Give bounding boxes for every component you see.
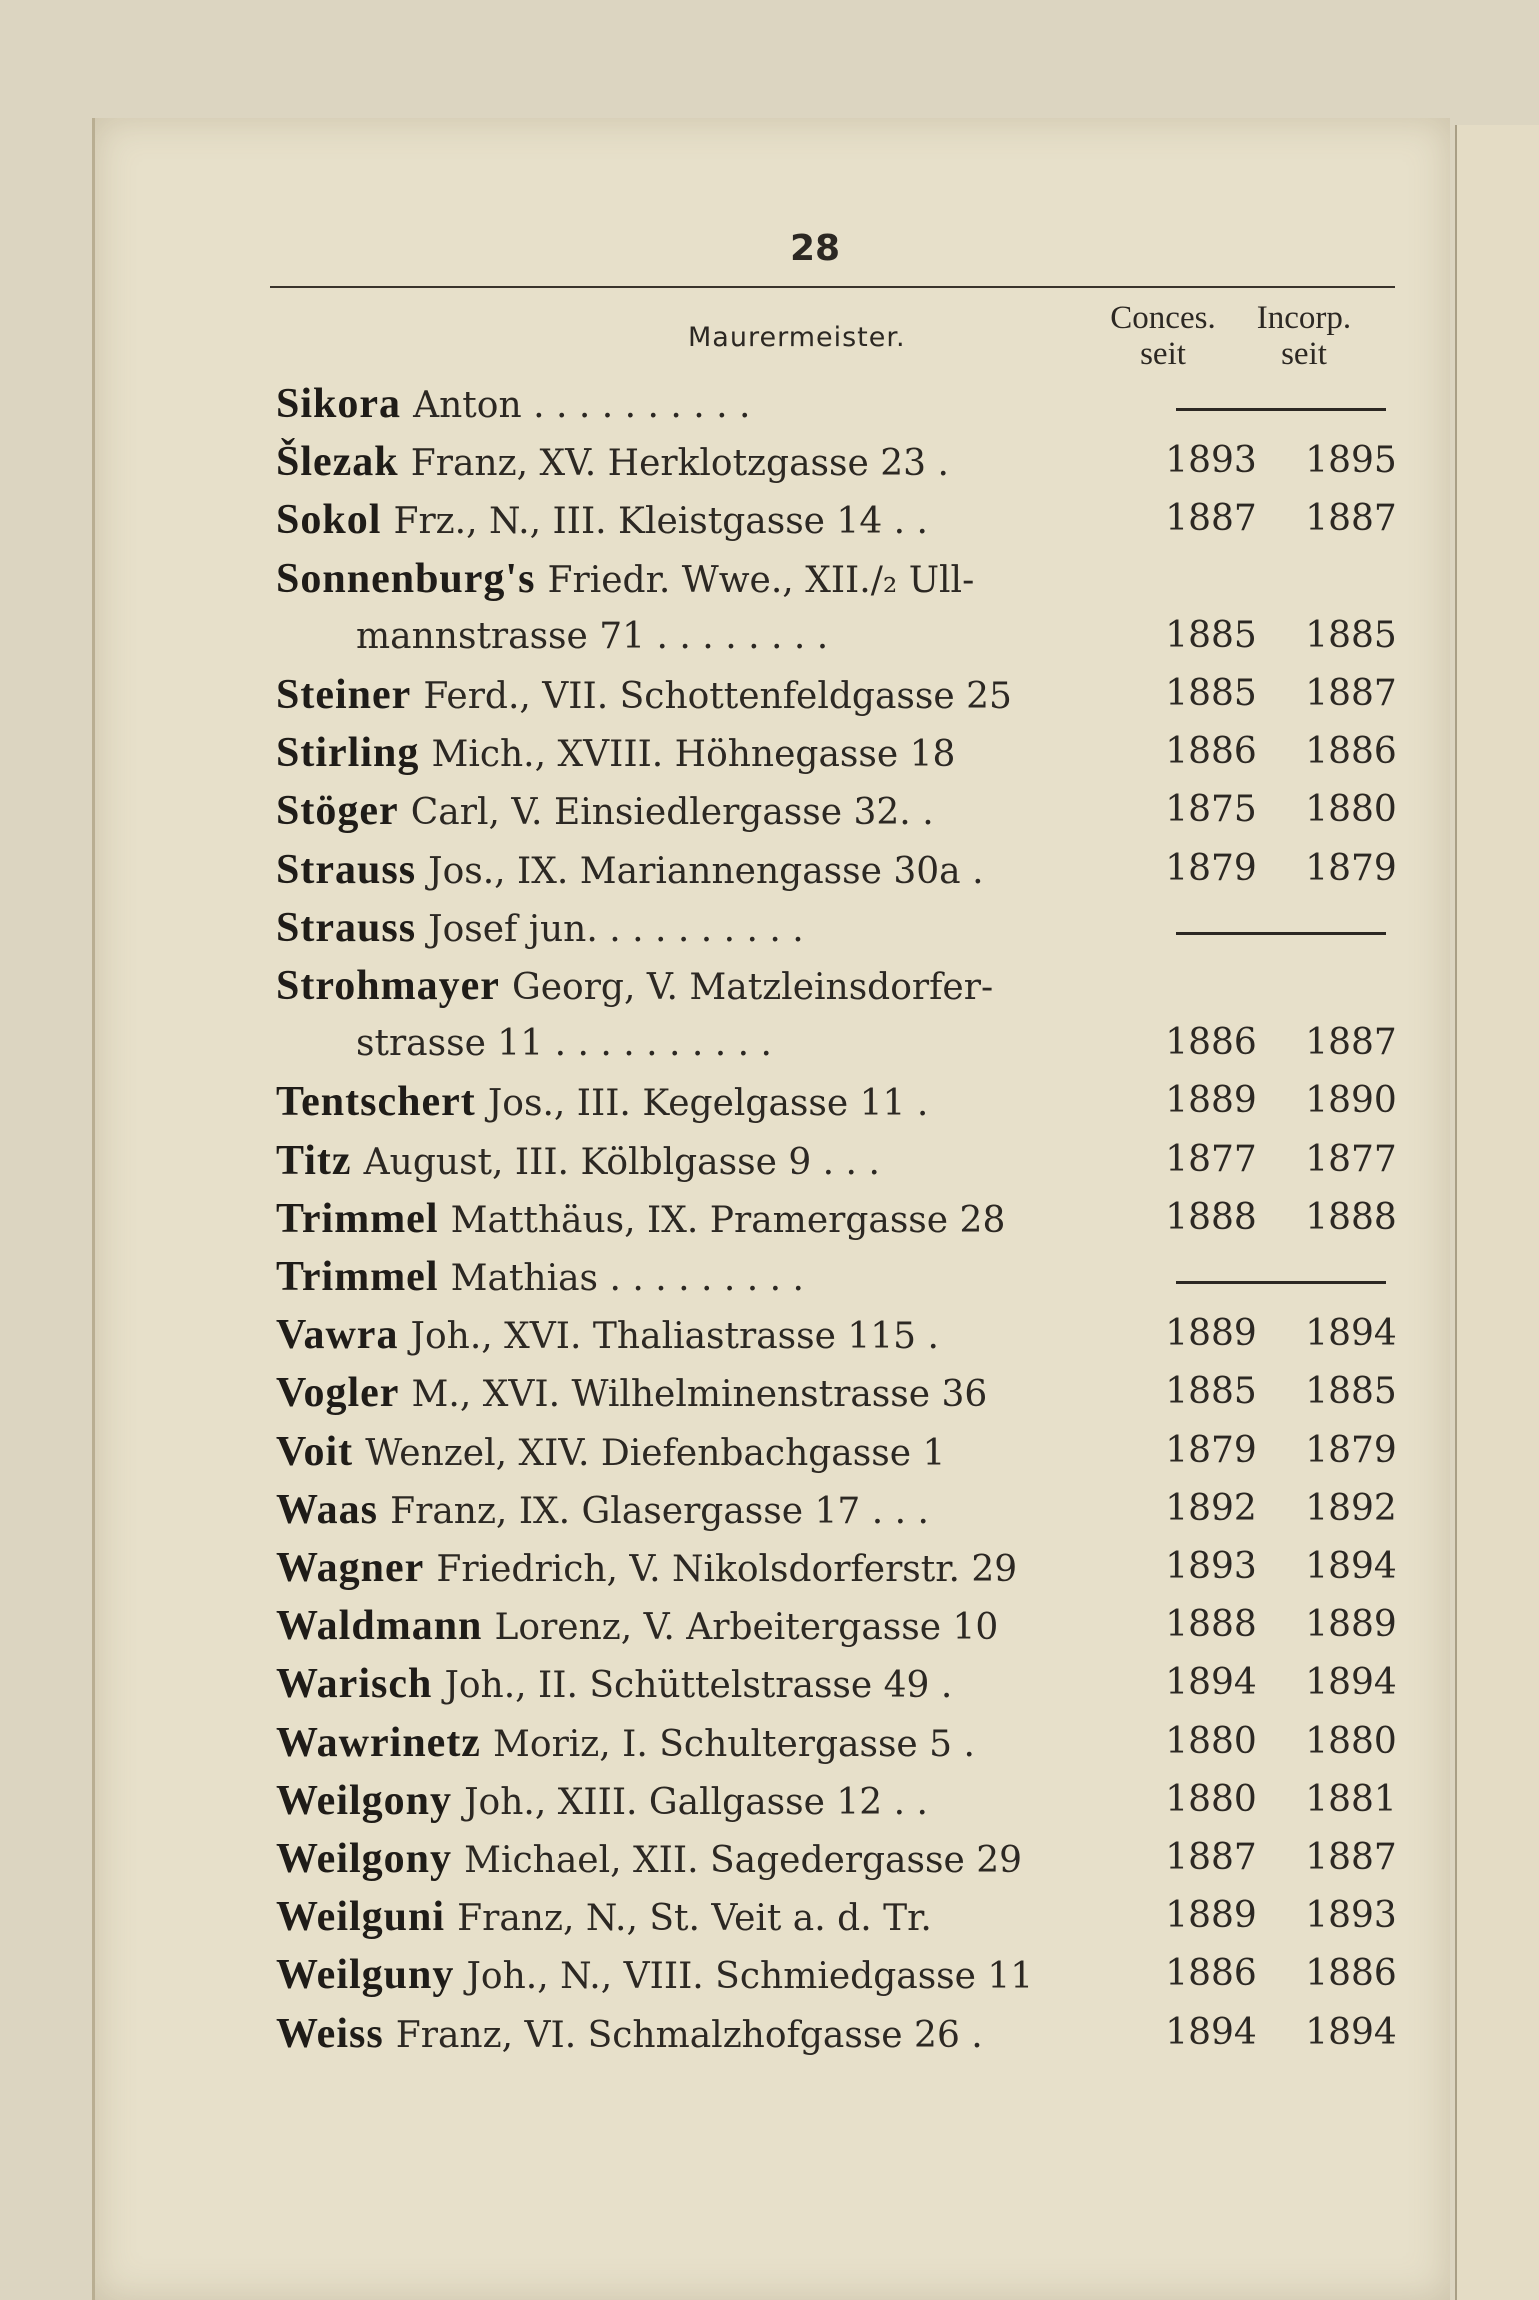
conces-year: 1889: [1165, 1895, 1257, 1937]
incorp-year: 1877: [1305, 1138, 1397, 1180]
entry-row: [276, 1311, 1396, 1369]
entry-row: [276, 555, 1396, 613]
entry-details: Matthäus, IX. Pramergasse 28: [450, 1199, 1006, 1241]
entry-row: [276, 1253, 1396, 1311]
entry-row: [276, 1893, 1396, 1951]
entry-continuation: mannstrasse 71 . . . . . . . .: [356, 615, 829, 657]
incorp-header-seit: seit: [1281, 336, 1327, 372]
incorp-year: 1889: [1305, 1604, 1397, 1646]
conces-year: 1886: [1165, 1022, 1257, 1064]
entry-row: [276, 1078, 1396, 1136]
conces-year: 1893: [1165, 440, 1257, 482]
incorp-year: 1879: [1305, 1429, 1397, 1471]
entry-surname: Weilguni: [276, 1894, 446, 1941]
conces-year: 1889: [1165, 1313, 1257, 1355]
entry-surname: Waldmann: [276, 1603, 483, 1650]
conces-year: 1892: [1165, 1487, 1257, 1529]
entry-surname: Trimmel: [276, 1254, 439, 1300]
entry-row: [276, 1020, 1396, 1078]
no-date-dash: [1176, 932, 1386, 935]
entry-row: [276, 962, 1396, 1020]
entry-surname: Tentschert: [276, 1079, 476, 1126]
conces-year: 1880: [1165, 1778, 1257, 1820]
page-number: 28: [790, 228, 841, 269]
entry-details: Joh., N., VIII. Schmiedgasse 11: [466, 1956, 1034, 1998]
entry-row: [276, 904, 1396, 962]
entry-surname: Stöger: [276, 788, 399, 835]
incorp-year: 1886: [1305, 1953, 1397, 1995]
conces-year: 1894: [1165, 2011, 1257, 2053]
no-date-dash: [1176, 408, 1386, 411]
conces-year: 1885: [1165, 1371, 1257, 1413]
incorp-year: 1890: [1305, 1080, 1397, 1122]
entry-details: Franz, VI. Schmalzhofgasse 26 .: [395, 2014, 983, 2056]
entry-details: Franz, IX. Glasergasse 17 . . .: [390, 1490, 929, 1532]
entry-row: [276, 1951, 1396, 2009]
entry-surname: Waas: [276, 1486, 379, 1533]
entry-details: August, III. Kölblgasse 9 . . .: [363, 1141, 880, 1183]
entry-surname: Weilgony: [276, 1777, 453, 1824]
incorp-year: 1880: [1305, 789, 1397, 831]
entry-surname: Stirling: [276, 730, 420, 777]
conces-year: 1894: [1165, 1662, 1257, 1704]
entry-details: Friedr. Wwe., XII./₂ Ull-: [547, 559, 975, 601]
entry-surname: Weilgony: [276, 1836, 453, 1882]
section-title: Maurermeister.: [688, 322, 906, 353]
entry-surname: Strauss: [276, 846, 417, 893]
incorp-year: 1879: [1305, 847, 1397, 889]
incorp-year: 1885: [1305, 1371, 1397, 1413]
conces-year: 1893: [1165, 1546, 1257, 1587]
no-date-dash: [1176, 1281, 1386, 1284]
entry-surname: Weiss: [276, 2010, 384, 2057]
entry-details: Franz, N., St. Veit a. d. Tr.: [457, 1898, 932, 1940]
incorp-year: 1880: [1305, 1720, 1397, 1762]
entry-details: Josef jun. . . . . . . . . .: [428, 908, 804, 950]
conces-header-label: Conces.: [1110, 300, 1216, 336]
entry-details: Friedrich, V. Nikolsdorferstr. 29: [436, 1549, 1018, 1590]
incorp-year: 1881: [1305, 1778, 1397, 1820]
entry-surname: Sonnenburg's: [276, 555, 536, 602]
entry-details: Moriz, I. Schultergasse 5 .: [493, 1723, 975, 1765]
incorp-year: 1894: [1305, 1546, 1397, 1587]
entry-row: [276, 1195, 1396, 1253]
entry-surname: Steiner: [276, 672, 412, 718]
entry-row: [276, 613, 1396, 671]
adjacent-page-edge: [1455, 125, 1539, 2300]
entry-details: Ferd., VII. Schottenfeldgasse 25: [423, 676, 1012, 717]
entry-details: Carl, V. Einsiedlergasse 32. .: [410, 792, 934, 834]
entry-details: Anton . . . . . . . . . .: [413, 385, 751, 426]
entry-details: Mathias . . . . . . . . .: [450, 1258, 805, 1299]
entry-row: [276, 671, 1396, 729]
conces-year: 1887: [1165, 498, 1257, 540]
incorp-year: 1892: [1305, 1487, 1397, 1529]
entry-details: Jos., III. Kegelgasse 11 .: [487, 1083, 929, 1125]
entry-row: [276, 1369, 1396, 1427]
conces-year: 1875: [1165, 789, 1257, 831]
entry-row: [276, 2010, 1396, 2068]
entry-surname: Vogler: [276, 1370, 400, 1417]
conces-column-header: [1093, 300, 1233, 372]
conces-year: 1888: [1165, 1196, 1257, 1238]
conces-year: 1879: [1165, 847, 1257, 889]
entry-surname: Strohmayer: [276, 963, 500, 1009]
entry-surname: Wagner: [276, 1545, 425, 1591]
entry-surname: Voit: [276, 1428, 354, 1475]
entry-surname: Šlezak: [276, 439, 399, 486]
entry-row: [276, 438, 1396, 496]
conces-year: 1886: [1165, 1953, 1257, 1995]
conces-header-seit: seit: [1140, 336, 1186, 372]
entry-row: [276, 1428, 1396, 1486]
incorp-year: 1885: [1305, 614, 1397, 656]
incorp-year: 1894: [1305, 1662, 1397, 1704]
entry-surname: Strauss: [276, 904, 417, 951]
entry-details: M., XVI. Wilhelminenstrasse 36: [411, 1374, 988, 1416]
conces-year: 1888: [1165, 1604, 1257, 1646]
entry-row: [276, 787, 1396, 845]
conces-year: 1889: [1165, 1080, 1257, 1122]
entry-surname: Weilguny: [276, 1952, 455, 1999]
entry-details: Michael, XII. Sagedergasse 29: [464, 1840, 1023, 1881]
entry-row: [276, 1544, 1396, 1602]
conces-year: 1877: [1165, 1138, 1257, 1180]
entry-row: [276, 380, 1396, 438]
entry-row: [276, 1602, 1396, 1660]
entry-details: Frz., N., III. Kleistgasse 14 . .: [393, 501, 928, 543]
incorp-year: 1887: [1305, 1022, 1397, 1064]
incorp-column-header: [1234, 300, 1374, 372]
entry-surname: Titz: [276, 1137, 352, 1184]
incorp-year: 1888: [1305, 1196, 1397, 1238]
incorp-year: 1887: [1305, 498, 1397, 540]
entry-surname: Warisch: [276, 1661, 433, 1708]
incorp-header-label: Incorp.: [1256, 300, 1352, 336]
entry-surname: Vawra: [276, 1312, 399, 1359]
entry-details: Lorenz, V. Arbeitergasse 10: [494, 1607, 999, 1649]
entry-row: [276, 1137, 1396, 1195]
entry-row: [276, 1835, 1396, 1893]
entry-row: [276, 1777, 1396, 1835]
conces-year: 1886: [1165, 731, 1257, 773]
entry-row: [276, 729, 1396, 787]
conces-year: 1885: [1165, 614, 1257, 656]
entry-surname: Trimmel: [276, 1195, 439, 1242]
header-rule: [270, 286, 1395, 288]
entry-details: Georg, V. Matzleinsdorfer-: [511, 967, 994, 1008]
entry-row: [276, 1719, 1396, 1777]
entry-details: Franz, XV. Herklotzgasse 23 .: [410, 443, 949, 485]
incorp-year: 1887: [1305, 1837, 1397, 1878]
incorp-year: 1893: [1305, 1895, 1397, 1937]
conces-year: 1880: [1165, 1720, 1257, 1762]
conces-year: 1887: [1165, 1837, 1257, 1878]
entry-surname: Sikora: [276, 381, 402, 427]
entry-details: Joh., XVI. Thaliastrasse 115 .: [410, 1316, 939, 1358]
entry-row: [276, 1660, 1396, 1718]
entry-row: [276, 496, 1396, 554]
entry-details: Wenzel, XIV. Diefenbachgasse 1: [365, 1432, 946, 1474]
entry-details: Jos., IX. Mariannengasse 30a .: [428, 850, 984, 892]
entry-continuation: strasse 11 . . . . . . . . . .: [356, 1023, 772, 1065]
entry-surname: Sokol: [276, 497, 382, 544]
entry-surname: Wawrinetz: [276, 1719, 481, 1766]
incorp-year: 1894: [1305, 1313, 1397, 1355]
entry-details: Joh., XIII. Gallgasse 12 . .: [464, 1781, 928, 1823]
conces-year: 1885: [1165, 673, 1257, 714]
entry-details: Joh., II. Schüttelstrasse 49 .: [444, 1665, 953, 1707]
incorp-year: 1887: [1305, 673, 1397, 714]
entry-row: [276, 1486, 1396, 1544]
incorp-year: 1894: [1305, 2011, 1397, 2053]
entry-row: [276, 846, 1396, 904]
incorp-year: 1895: [1305, 440, 1397, 482]
conces-year: 1879: [1165, 1429, 1257, 1471]
incorp-year: 1886: [1305, 731, 1397, 773]
entry-details: Mich., XVIII. Höhnegasse 18: [431, 734, 956, 776]
